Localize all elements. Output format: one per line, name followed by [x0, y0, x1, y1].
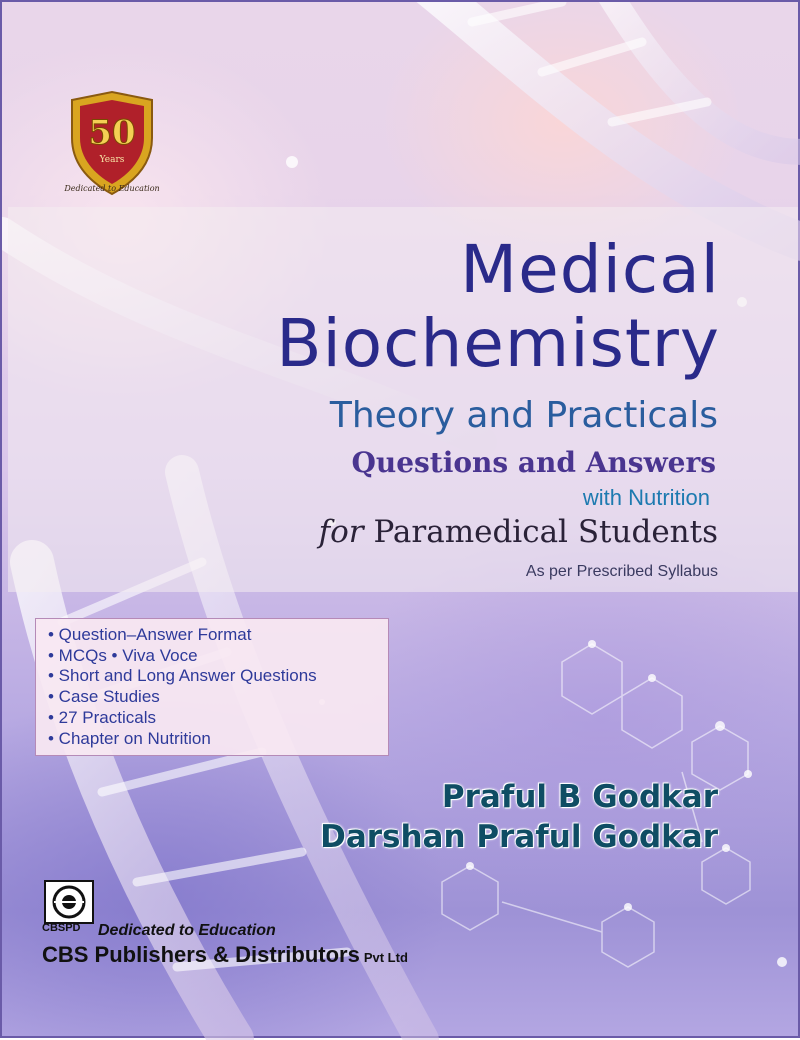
- publisher-logo: [44, 880, 94, 924]
- nutrition-line: with Nutrition: [582, 485, 710, 510]
- publisher-abbreviation: CBSPD: [42, 922, 81, 934]
- author-name: Praful B Godkar: [441, 779, 718, 815]
- publisher-motto: Dedicated to Education: [98, 922, 276, 939]
- author-name: Darshan Praful Godkar: [320, 819, 718, 855]
- audience-line: [319, 513, 718, 551]
- feature-item: • Chapter on Nutrition: [48, 728, 211, 748]
- publisher-name: [42, 942, 408, 968]
- book-title-line1: Medical: [460, 231, 720, 308]
- feature-item: • 27 Practicals: [48, 707, 156, 727]
- syllabus-note: As per Prescribed Syllabus: [525, 563, 718, 580]
- features-box: [35, 618, 389, 756]
- emblem-motto: Dedicated to Education: [64, 184, 160, 193]
- audience-prefix: for: [318, 514, 364, 550]
- emblem-ribbon: Years: [99, 155, 125, 165]
- audience-text: Paramedical Students: [373, 514, 718, 550]
- feature-item: • Case Studies: [48, 687, 160, 707]
- feature-item: • Short and Long Answer Questions: [48, 666, 317, 686]
- publisher-suffix: Pvt Ltd: [363, 950, 408, 965]
- publisher-name-text: CBS Publishers & Distributors: [42, 942, 360, 967]
- feature-item: • MCQs • Viva Voce: [48, 645, 198, 665]
- feature-item: • Question–Answer Format: [48, 625, 252, 644]
- qa-line: Questions and Answers: [351, 446, 716, 479]
- emblem-number: 50: [88, 113, 136, 153]
- book-title-line2: Biochemistry: [276, 305, 720, 382]
- book-subtitle: Theory and Practicals: [329, 395, 718, 436]
